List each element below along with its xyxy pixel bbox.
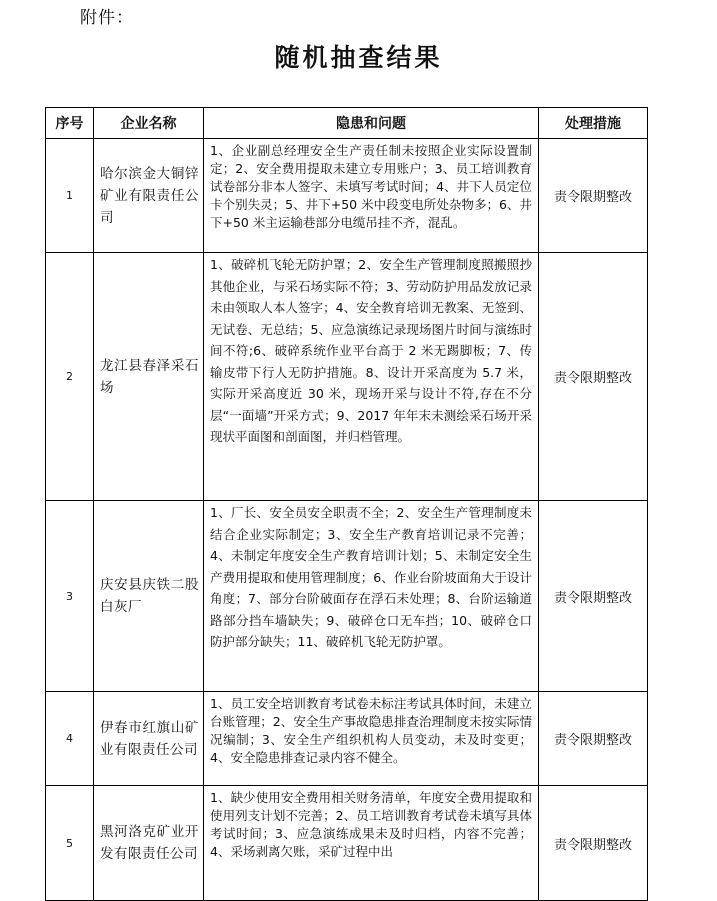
row-number: 4 bbox=[46, 692, 94, 786]
measure-text: 责令限期整改 bbox=[539, 139, 648, 253]
measure-text: 责令限期整改 bbox=[539, 786, 648, 901]
table-row bbox=[46, 786, 648, 901]
attachment-label: 附件： bbox=[80, 8, 134, 28]
inspection-results-table bbox=[45, 107, 648, 901]
measure-text: 责令限期整改 bbox=[539, 253, 648, 501]
company-name: 龙江县春泽采石场 bbox=[94, 253, 204, 501]
row-number: 5 bbox=[46, 786, 94, 901]
table-row bbox=[46, 692, 648, 786]
company-name: 黑河洛克矿业开发有限责任公司 bbox=[94, 786, 204, 901]
issues-text: 1、企业副总经理安全生产责任制未按照企业实际设置制定；2、安全费用提取未建立专用账户；3、员工培训教育试卷部分非本人签字、未填写考试时间；4、井下人员定位卡个别失灵；5、井下+50 米中段变电所处杂物多；6、井下+50 米主运输巷部分电缆吊挂不齐，混乱。 bbox=[204, 139, 539, 253]
company-name: 伊春市红旗山矿业有限责任公司 bbox=[94, 692, 204, 786]
issues-text: 1、破碎机飞轮无防护罩；2、安全生产管理制度照搬照抄其他企业，与采石场实际不符；3、劳动防护用品发放记录未由领取人本人签字；4、安全教育培训无教案、无签到、无试卷、无总结；5、应急演练记录现场图片时间与演练时间不符;6、破碎系统作业平台高于 2 米无踢脚板；7、传输皮带下行人无防护措施。8、设计开采高度为 5.7 米，实际开采高度近 30 米，现场开采与设计不符,存在不分层“一面墙”开采方式；9、2017 年年末未测绘采石场开采现状平面图和剖面图，并归档管理。 bbox=[204, 253, 539, 501]
company-name: 哈尔滨金大铜锌矿业有限责任公司 bbox=[94, 139, 204, 253]
table-row bbox=[46, 501, 648, 692]
column-header-issues: 隐患和问题 bbox=[204, 108, 539, 139]
row-number: 3 bbox=[46, 501, 94, 692]
measure-text: 责令限期整改 bbox=[539, 501, 648, 692]
table-row bbox=[46, 253, 648, 501]
table-row bbox=[46, 139, 648, 253]
column-header-no: 序号 bbox=[46, 108, 94, 139]
page-title: 随机抽查结果 bbox=[274, 43, 443, 72]
measure-text: 责令限期整改 bbox=[539, 692, 648, 786]
row-number: 2 bbox=[46, 253, 94, 501]
company-name: 庆安县庆铁二股白灰厂 bbox=[94, 501, 204, 692]
issues-text: 1、缺少使用安全费用相关财务清单，年度安全费用提取和使用列支计划不完善；2、员工培训教育考试卷未填写具体考试时间；3、应急演练成果未及时归档，内容不完善；4、采场剥离欠账，采矿过程中出 bbox=[204, 786, 539, 901]
column-header-measure: 处理措施 bbox=[539, 108, 648, 139]
table-header-row bbox=[46, 108, 648, 139]
issues-text: 1、员工安全培训教育考试卷未标注考试具体时间，未建立台账管理；2、安全生产事故隐患排查治理制度未按实际情况编制；3、安全生产组织机构人员变动，未及时变更；4、安全隐患排查记录内容不健全。 bbox=[204, 692, 539, 786]
row-number: 1 bbox=[46, 139, 94, 253]
issues-text: 1、厂长、安全员安全职责不全；2、安全生产管理制度未结合企业实际制定；3、安全生产教育培训记录不完善；4、未制定年度安全生产教育培训计划；5、未制定安全生产费用提取和使用管理制度；6、作业台阶坡面角大于设计角度；7、部分台阶破面存在浮石未处理；8、台阶运输道路部分挡车墙缺失；9、破碎仓口无车挡；10、破碎仓口防护部分缺失；11、破碎机飞轮无防护罩。 bbox=[204, 501, 539, 692]
column-header-company: 企业名称 bbox=[94, 108, 204, 139]
